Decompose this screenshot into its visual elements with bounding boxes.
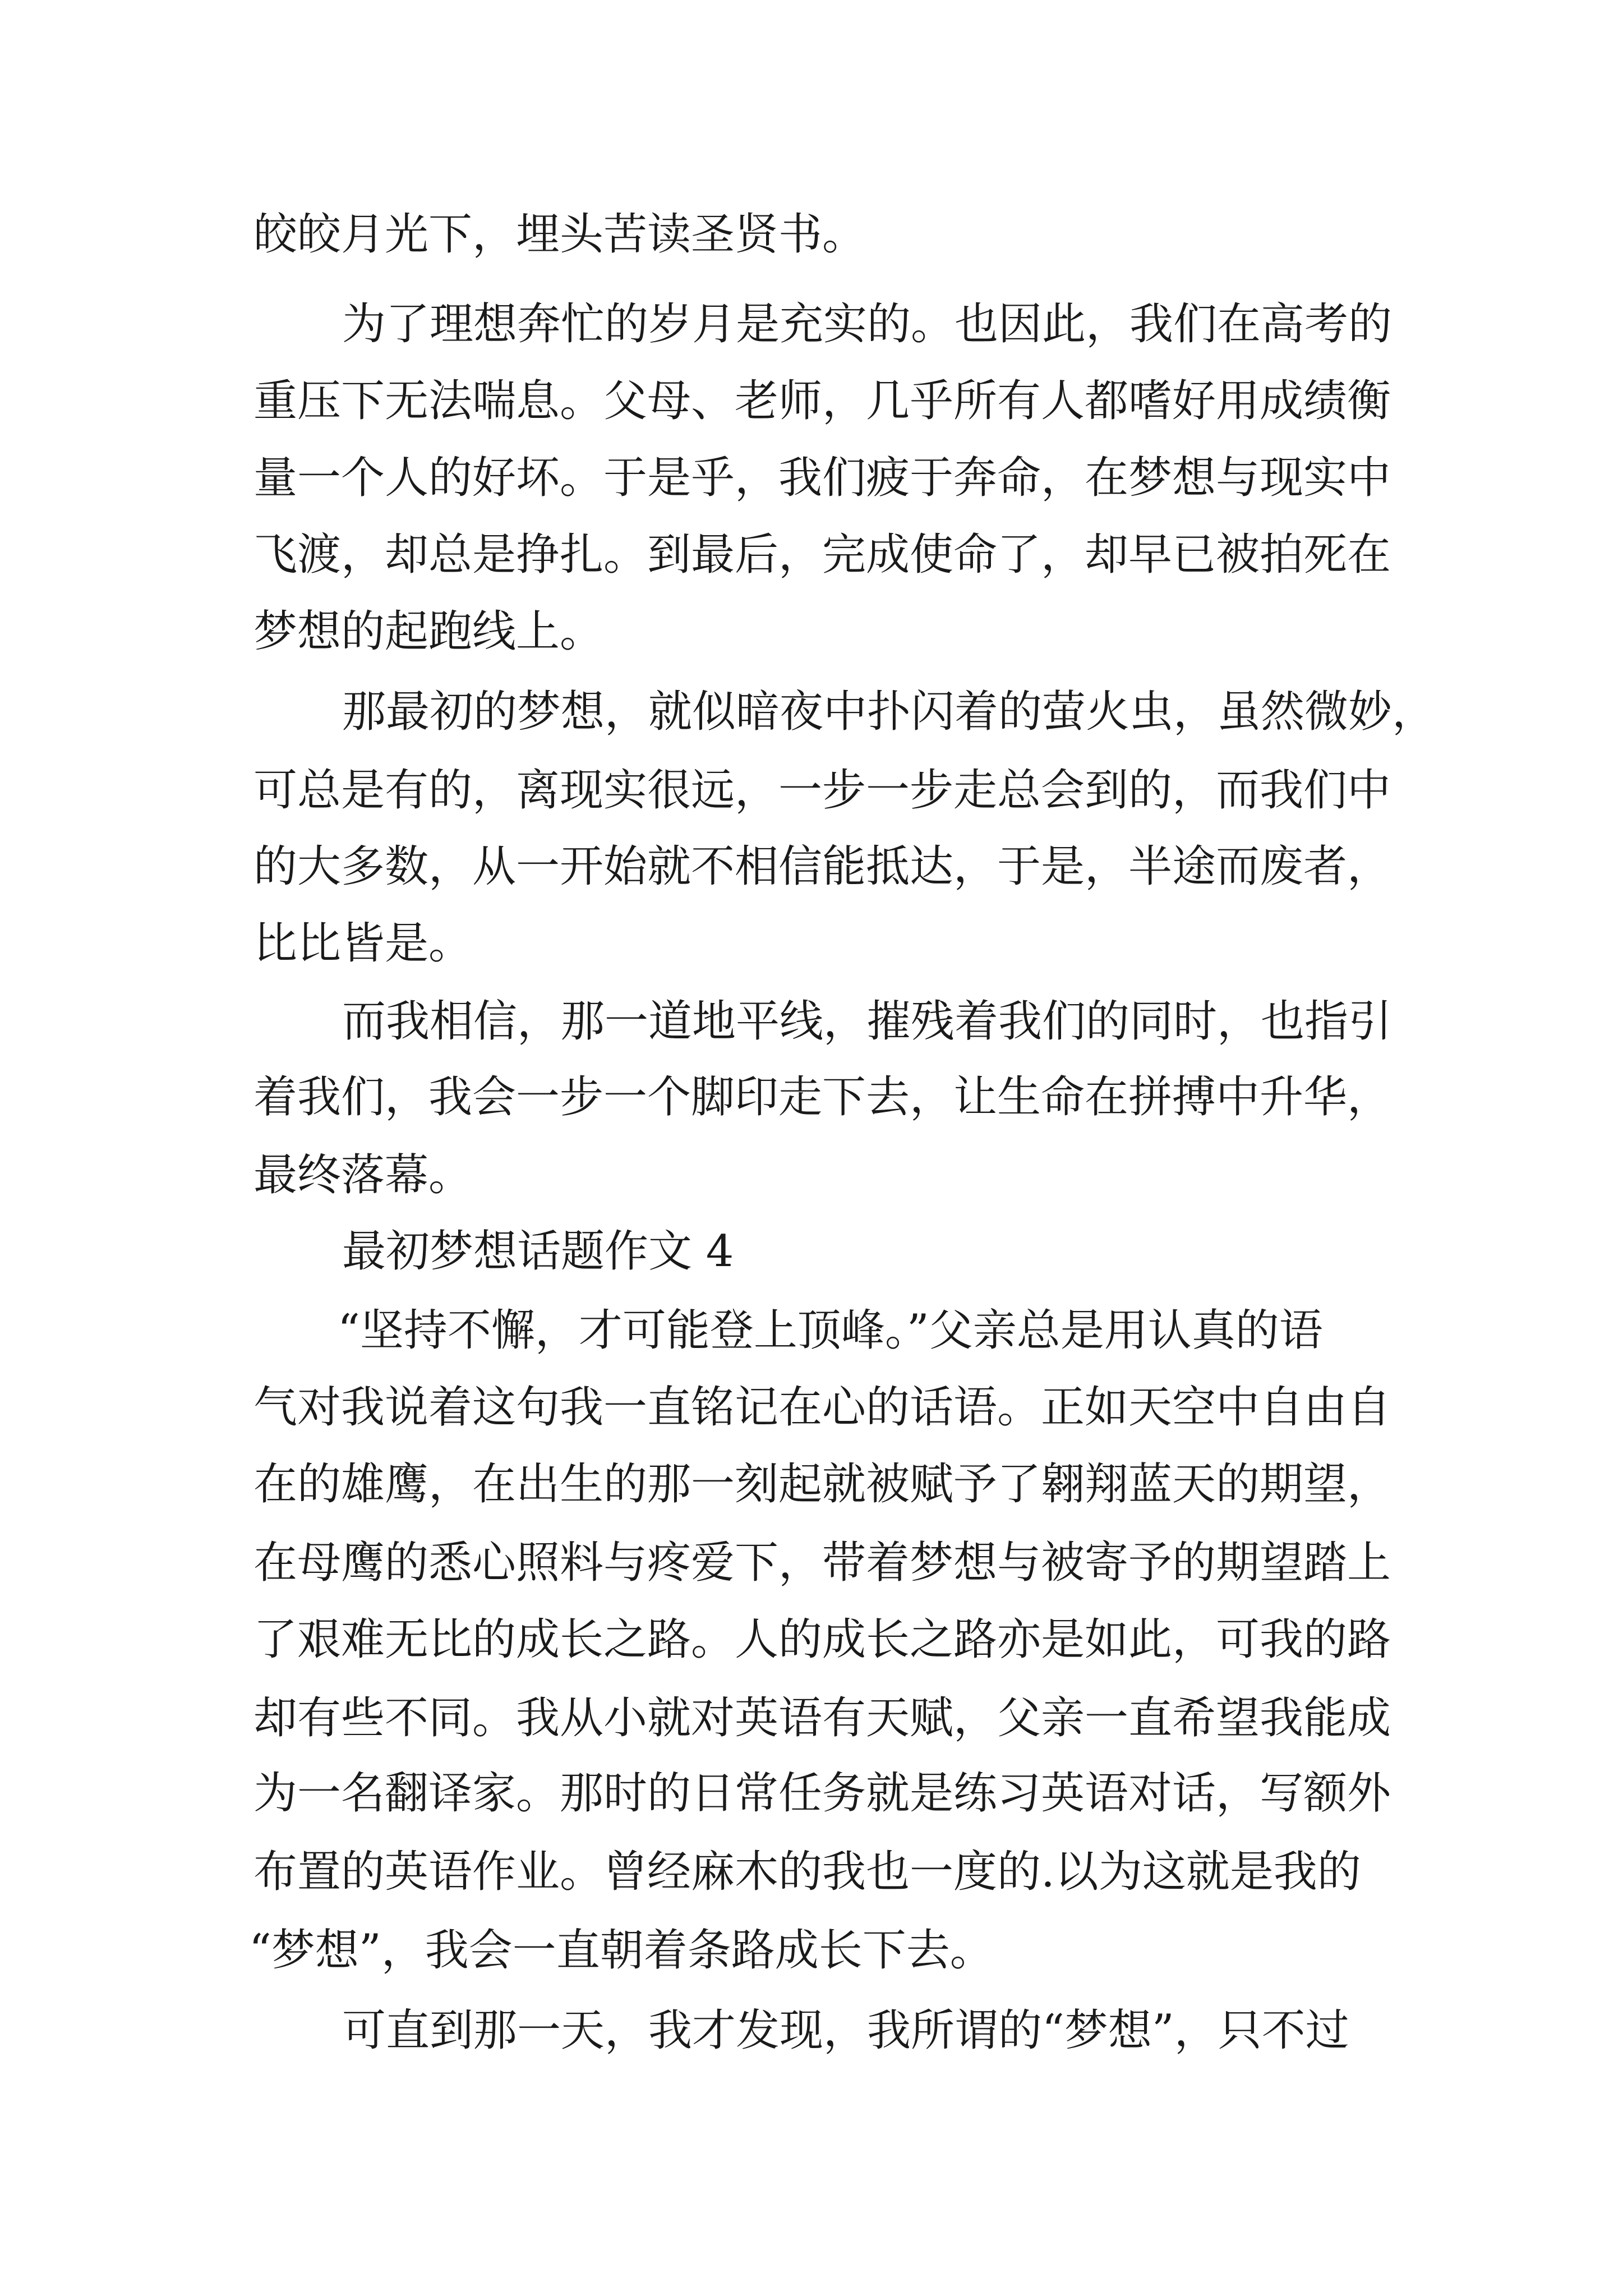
text-line: 布置的英语作业。曾经麻木的我也一度的.以为这就是我的 xyxy=(253,1847,1361,1897)
text-line: 那最初的梦想，就似暗夜中扑闪着的萤火虫，虽然微妙， xyxy=(342,687,1436,737)
text-line: 可总是有的，离现实很远，一步一步走总会到的，而我们中 xyxy=(253,765,1391,816)
text-line: 了艰难无比的成长之路。人的成长之路亦是如此，可我的路 xyxy=(253,1614,1391,1665)
text-line: 在的雄鹰，在出生的那一刻起就被赋予了翱翔蓝天的期望， xyxy=(253,1459,1391,1510)
text-line: 气对我说着这句我一直铭记在心的话语。正如天空中自由自 xyxy=(253,1382,1391,1433)
text-line: 为了理想奔忙的岁月是充实的。也因此，我们在高考的 xyxy=(342,299,1393,349)
text-line: 皎皎月光下，埋头苦读圣贤书。 xyxy=(253,209,866,260)
text-line: 可直到那一天，我才发现，我所谓的“梦想”，只不过 xyxy=(342,2005,1349,2056)
text-line: 而我相信，那一道地平线，摧残着我们的同时，也指引 xyxy=(342,996,1393,1047)
text-line: 为一名翻译家。那时的日常任务就是练习英语对话，写额外 xyxy=(253,1768,1391,1819)
text-line: 最终落幕。 xyxy=(253,1150,473,1200)
text-line: 的大多数，从一开始就不相信能抵达，于是，半途而废者， xyxy=(253,841,1391,892)
text-line: 飞渡，却总是挣扎。到最后，完成使命了，却早已被拍死在 xyxy=(253,530,1391,580)
text-line: “梦想”，我会一直朝着条路成长下去。 xyxy=(249,1925,994,1976)
text-line: 却有些不同。我从小就对英语有天赋，父亲一直希望我能成 xyxy=(253,1693,1391,1743)
text-line: 重压下无法喘息。父母、老师，几乎所有人都嗜好用成绩衡 xyxy=(253,376,1391,426)
text-line: 在母鹰的悉心照料与疼爱下，带着梦想与被寄予的期望踏上 xyxy=(253,1538,1391,1588)
section-heading: 最初梦想话题作文 4 xyxy=(342,1226,734,1277)
text-line: 着我们，我会一步一个脚印走下去，让生命在拼搏中升华， xyxy=(253,1072,1391,1122)
text-line: 比比皆是。 xyxy=(253,918,473,969)
text-line: 量一个人的好坏。于是乎，我们疲于奔命，在梦想与现实中 xyxy=(253,453,1391,503)
text-line: “坚持不懈，才可能登上顶峰。”父亲总是用认真的语 xyxy=(338,1305,1323,1356)
text-line: 梦想的起跑线上。 xyxy=(253,606,604,657)
